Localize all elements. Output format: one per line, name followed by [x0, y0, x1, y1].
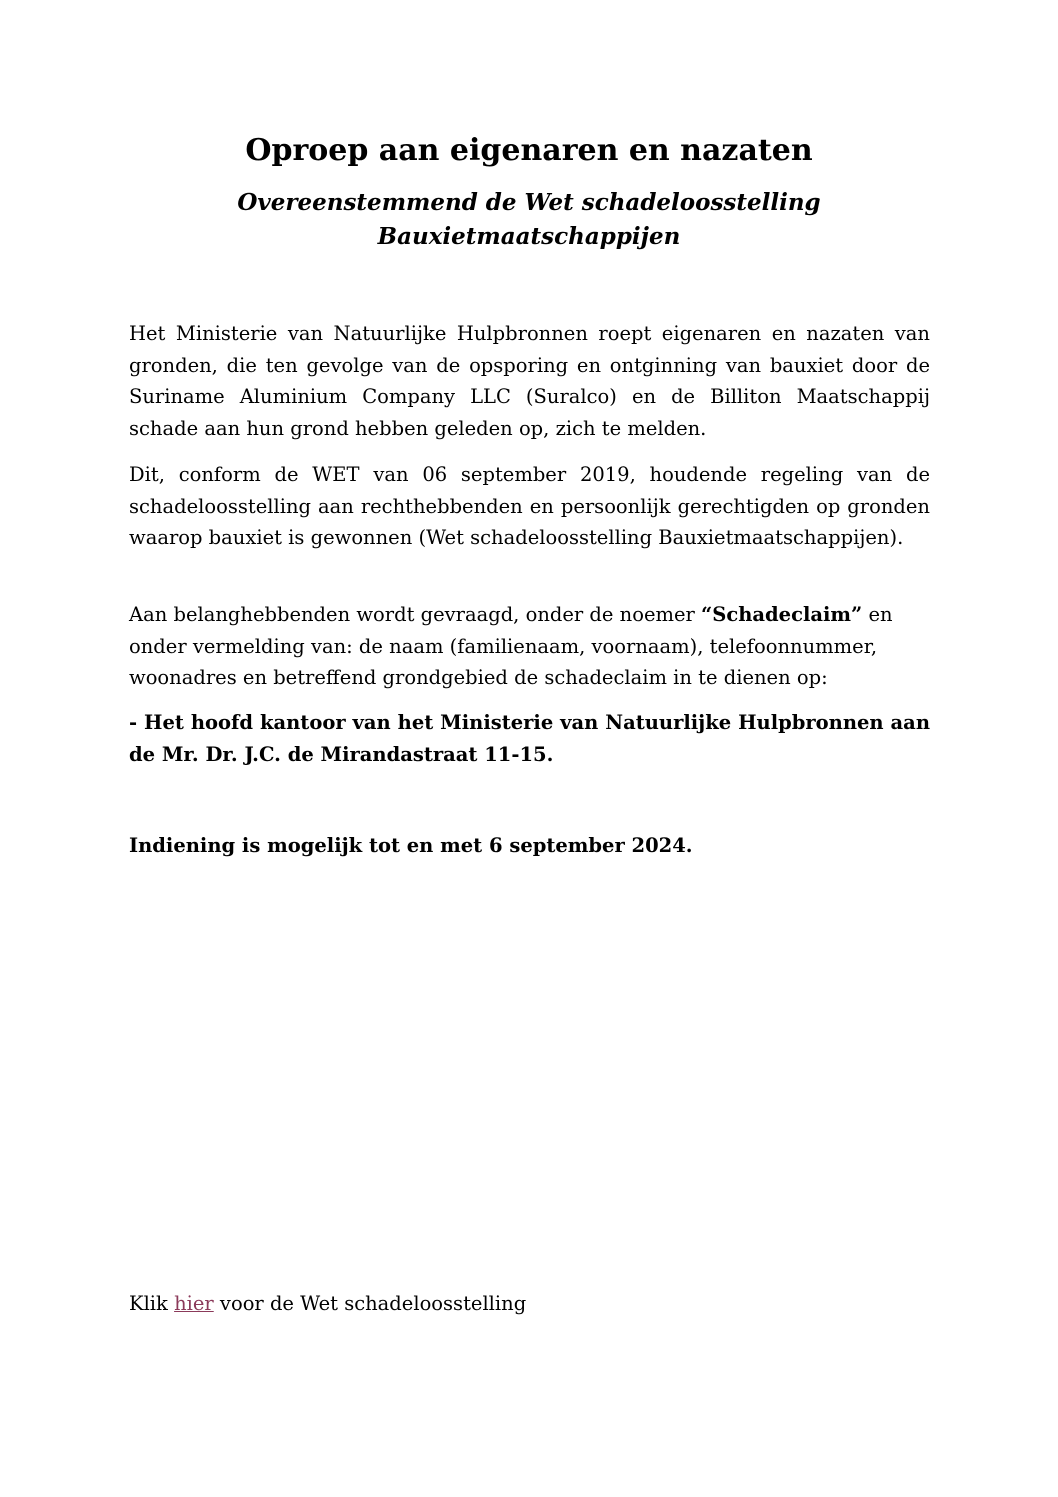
- claim-label: “Schadeclaim”: [701, 603, 863, 626]
- law-reference-paragraph: Dit, conform de WET van 06 september 2019, houdende regeling van de schadeloosstelling aan rechthebbenden en persoonlijk gerechtigden op gronden waarop bauxiet is gewonnen (Wet schadeloosstelling Bauxietmaatschappijen).: [129, 463, 930, 549]
- law-link[interactable]: hier: [174, 1292, 214, 1315]
- instructions-paragraph: [129, 599, 930, 694]
- subtitle-line-1: Overeenstemmend de Wet schadeloosstelling: [237, 189, 821, 216]
- page-subtitle: [0, 186, 1058, 254]
- instructions-text-before: Aan belanghebbenden wordt gevraagd, onder de noemer: [129, 603, 702, 626]
- page-title: Oproep aan eigenaren en nazaten: [245, 133, 813, 168]
- intro-paragraph: Het Ministerie van Natuurlijke Hulpbronnen roept eigenaren en nazaten van gronden, die ten gevolge van de opsporing en ontginning van bauxiet door de Suriname Aluminium Company LLC (Suralco) en de Billiton Maatschappij schade aan hun grond hebben geleden op, zich te melden.: [129, 322, 930, 440]
- office-address: - Het hoofd kantoor van het Ministerie van Natuurlijke Hulpbronnen aan de Mr. Dr. J.C. de Mirandastraat 11-15.: [129, 711, 930, 766]
- instructions-text-after: en onder vermelding van: de naam (familienaam, voornaam), telefoonnummer, woonadres en betreffend grondgebied de schadeclaim in te dienen op:: [129, 603, 893, 689]
- subtitle-line-2: Bauxietmaatschappijen: [377, 223, 681, 250]
- footer-text-before: Klik: [129, 1292, 175, 1315]
- submission-deadline: Indiening is mogelijk tot en met 6 september 2024.: [129, 834, 693, 857]
- footer-text-after: voor de Wet schadeloosstelling: [213, 1292, 527, 1315]
- footer-line: [129, 1288, 930, 1320]
